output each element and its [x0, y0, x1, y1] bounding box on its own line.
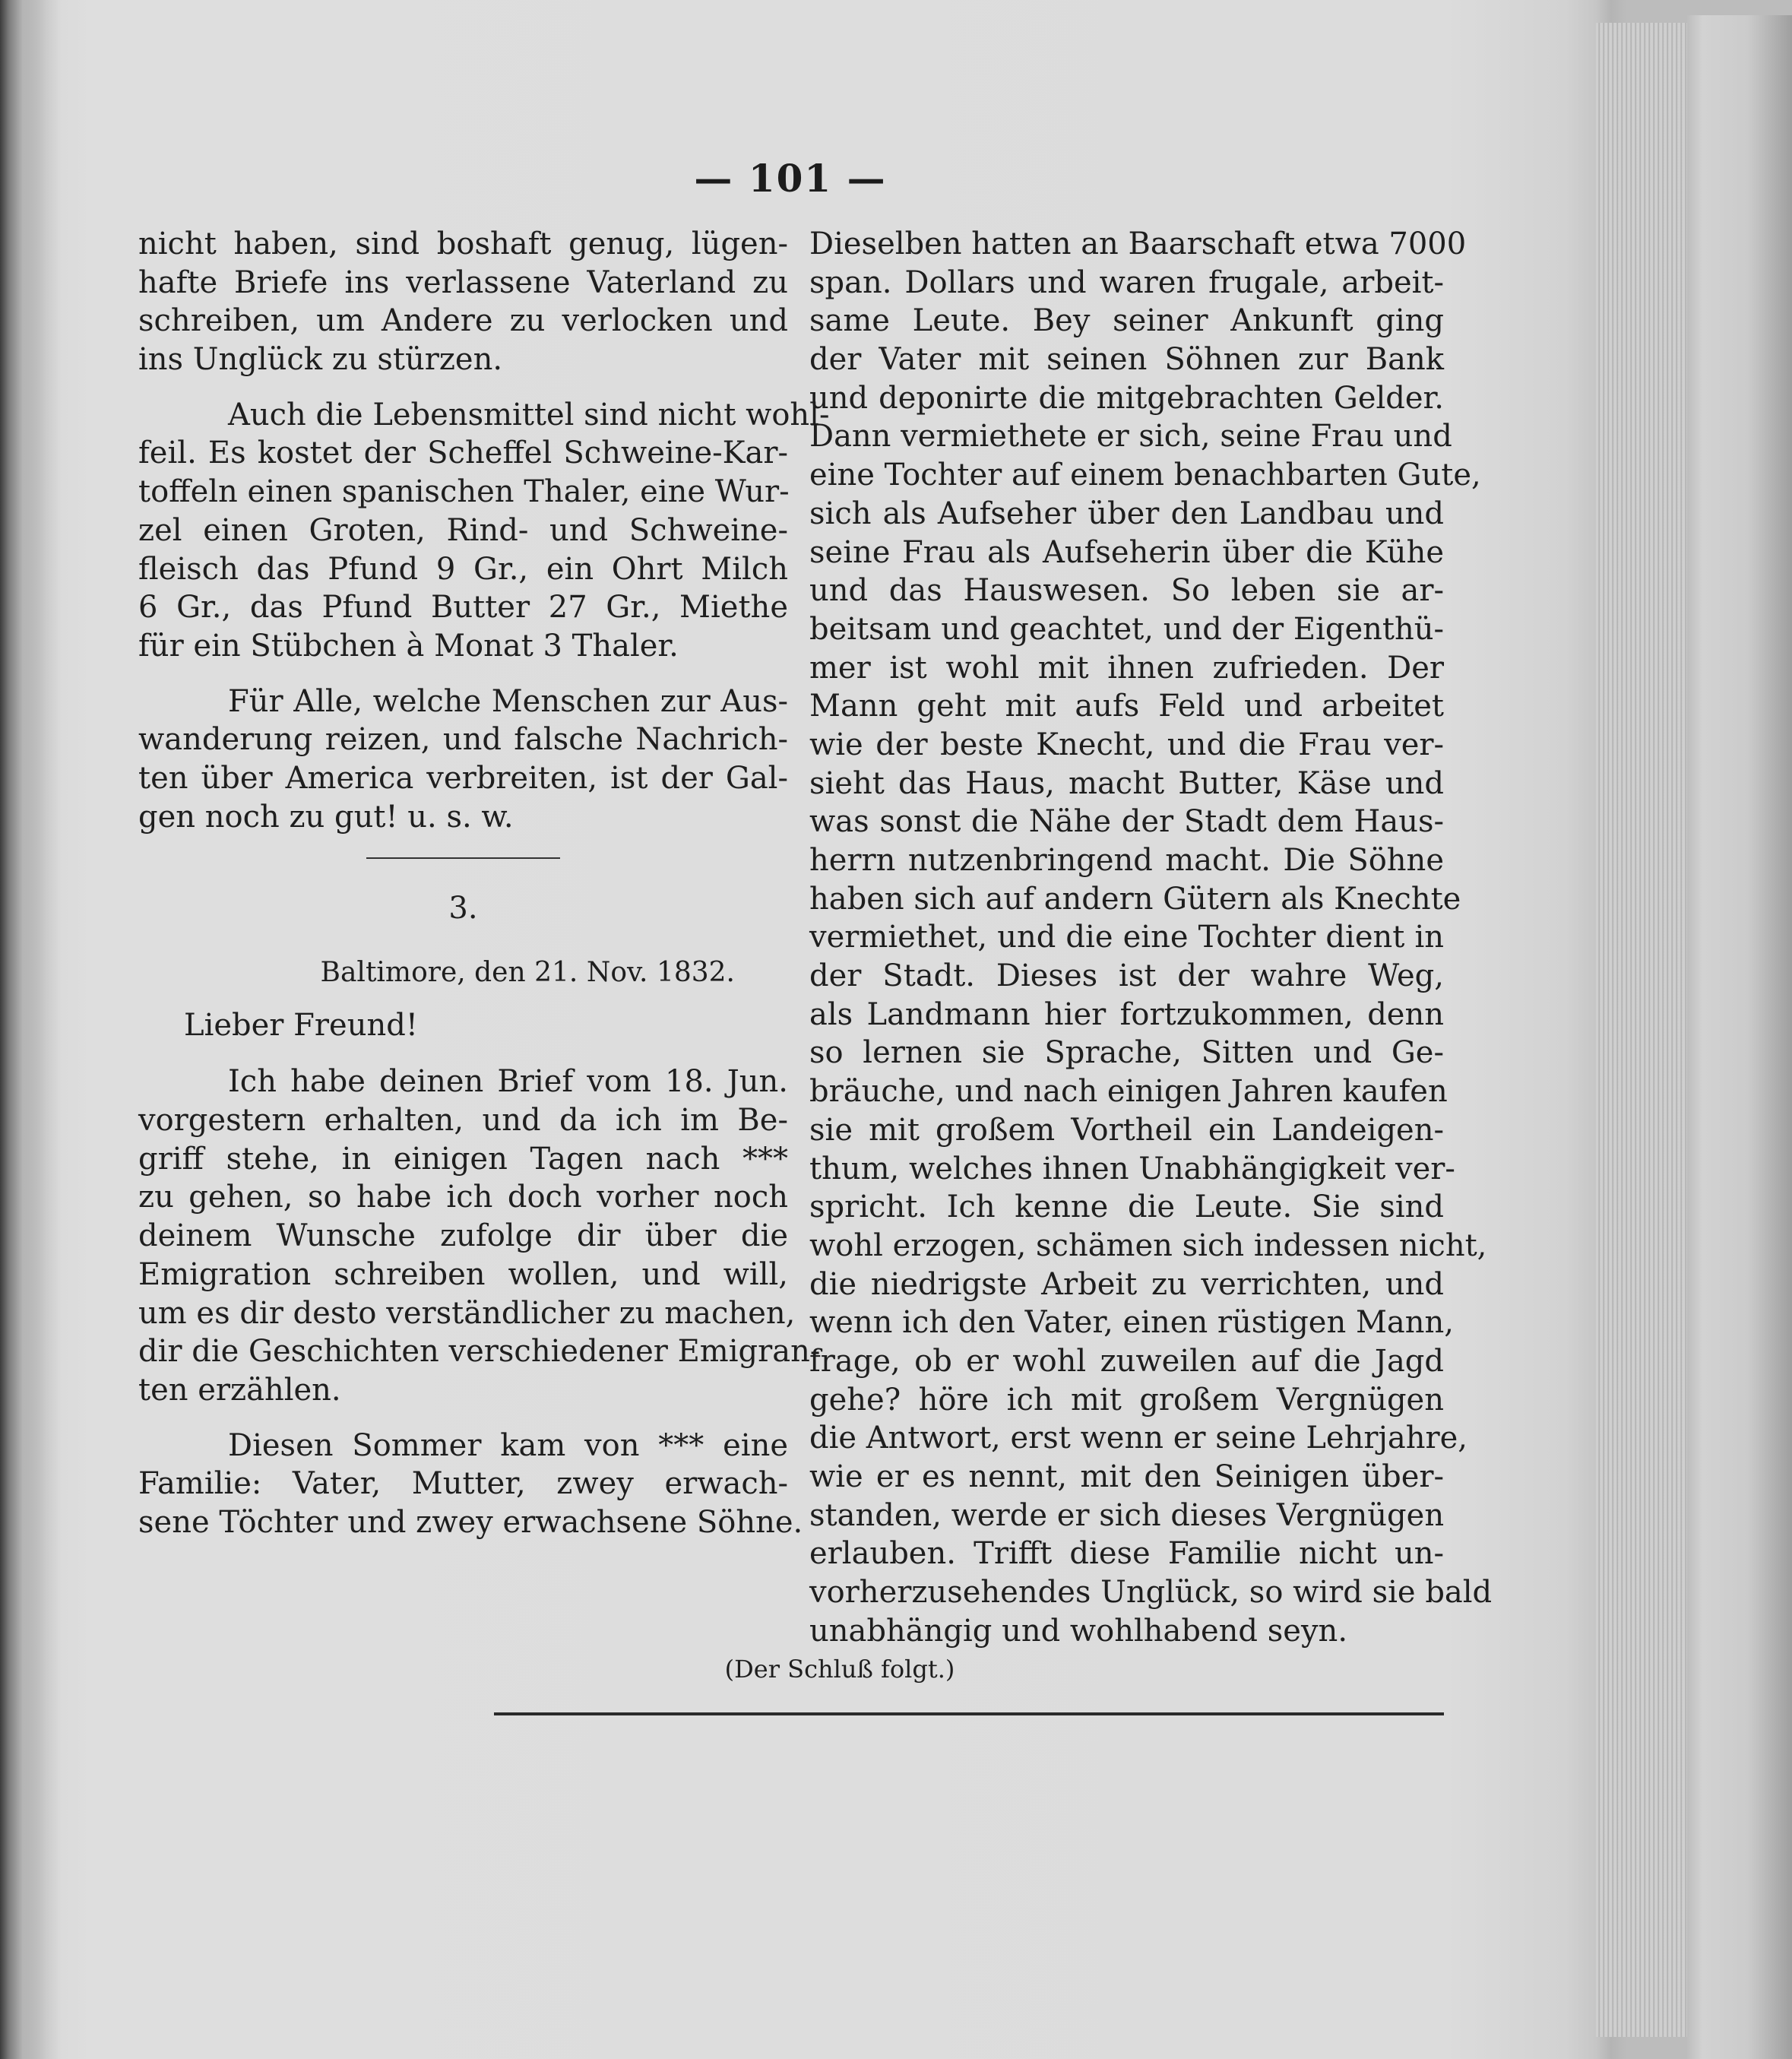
right-column — [809, 225, 1493, 1650]
text-line: dir die Geschichten verschiedener Emigran- — [138, 1334, 821, 1370]
text-line: vorgestern erhalten, und da ich im Be- — [138, 1103, 788, 1139]
text-line: eine Tochter auf einem benachbarten Gute, — [809, 458, 1481, 493]
text-line: Emigration schreiben wollen, und will, — [138, 1256, 788, 1292]
text-line: wanderung reizen, und falsche Nachrich- — [138, 722, 788, 758]
text-line: für ein Stübchen à Monat 3 Thaler. — [138, 628, 679, 664]
text-line: und das Hauswesen. So leben sie ar- — [809, 573, 1444, 609]
text-line: unabhängig und wohlhabend seyn. — [809, 1613, 1348, 1649]
text-line: der Stadt. Dieses ist der wahre Weg, — [809, 958, 1444, 994]
text-line: vorherzusehendes Unglück, so wird sie bald — [809, 1575, 1493, 1611]
text-line: mer ist wohl mit ihnen zufrieden. Der — [809, 650, 1444, 686]
page-number: — 101 — — [694, 156, 887, 201]
text-line: schreiben, um Andere zu verlocken und — [138, 303, 788, 339]
text-line: um es dir desto verständlicher zu machen, — [138, 1295, 796, 1331]
text-line: zel einen Groten, Rind- und Schweine- — [138, 512, 788, 548]
text-line: hafte Briefe ins verlassene Vaterland zu — [138, 265, 788, 300]
page-stack-edge — [1596, 23, 1689, 2037]
text-line: wenn ich den Vater, einen rüstigen Mann, — [809, 1305, 1454, 1341]
text-line: und deponirte die mitgebrachten Gelder. — [809, 380, 1444, 416]
paragraph-3 — [138, 683, 788, 837]
text-line: Mann geht mit aufs Feld und arbeitet — [809, 689, 1444, 724]
text-line: die niedrigste Arbeit zu verrichten, und — [809, 1266, 1444, 1302]
text-line: sene Töchter und zwey erwachsene Söhne. — [138, 1504, 803, 1540]
section-divider — [366, 857, 560, 859]
paragraph-1 — [138, 225, 788, 379]
text-line: deinem Wunsche zufolge dir über die — [138, 1218, 788, 1254]
text-line: vermiethet, und die eine Tochter dient in — [809, 920, 1444, 955]
text-line: Auch die Lebensmittel sind nicht wohl- — [228, 397, 830, 432]
gutter-shadow — [0, 0, 61, 2059]
text-line: beitsam und geachtet, und der Eigenthü- — [809, 611, 1444, 647]
letter-salutation: Lieber Freund! — [184, 1007, 418, 1043]
text-line: der Vater mit seinen Söhnen zur Bank — [809, 342, 1444, 378]
paragraph-5 — [138, 1427, 803, 1542]
text-line: wie er es nennt, mit den Seinigen über- — [809, 1459, 1444, 1494]
text-line: same Leute. Bey seiner Ankunft ging — [809, 303, 1444, 339]
text-line: ten erzählen. — [138, 1372, 341, 1408]
text-line: wie der beste Knecht, und die Frau ver- — [809, 727, 1444, 762]
text-line: ins Unglück zu stürzen. — [138, 342, 503, 378]
text-line: frage, ob er wohl zuweilen auf die Jagd — [809, 1343, 1444, 1379]
text-line: ten über America verbreiten, ist der Gal- — [138, 760, 788, 796]
text-line: wohl erzogen, schämen sich indessen nicht, — [809, 1227, 1487, 1263]
text-line: feil. Es kostet der Scheffel Schweine-Kar- — [138, 436, 788, 471]
text-line: griff stehe, in einigen Tagen nach *** — [138, 1141, 788, 1177]
text-line: so lernen sie Sprache, Sitten und Ge- — [809, 1035, 1444, 1071]
closing-note: (Der Schluß folgt.) — [724, 1655, 955, 1684]
text-line: thum, welches ihnen Unabhängigkeit ver- — [809, 1151, 1455, 1186]
left-column — [138, 225, 830, 1542]
text-line: erlauben. Trifft diese Familie nicht un- — [809, 1536, 1444, 1572]
text-line: seine Frau als Aufseherin über die Kühe — [809, 534, 1444, 570]
text-line: bräuche, und nach einigen Jahren kaufen — [809, 1074, 1448, 1110]
letter-dateline: Baltimore, den 21. Nov. 1832. — [320, 957, 735, 988]
text-line: sich als Aufseher über den Landbau und — [809, 496, 1444, 531]
text-line: Ich habe deinen Brief vom 18. Jun. — [228, 1064, 788, 1100]
text-line: 6 Gr., das Pfund Butter 27 Gr., Miethe — [138, 590, 788, 626]
text-line: sie mit großem Vortheil ein Landeigen- — [809, 1112, 1444, 1148]
section-number: 3. — [448, 891, 478, 927]
text-line: Dann vermiethete er sich, seine Frau und — [809, 419, 1452, 455]
book-cover-edge — [1687, 15, 1792, 2059]
text-line: haben sich auf andern Gütern als Knechte — [809, 881, 1461, 917]
text-line: gehe? höre ich mit großem Vergnügen — [809, 1382, 1444, 1418]
text-line: die Antwort, erst wenn er seine Lehrjahre, — [809, 1421, 1467, 1456]
text-line: sieht das Haus, macht Butter, Käse und — [809, 765, 1444, 801]
text-line: zu gehen, so habe ich doch vorher noch — [138, 1180, 788, 1215]
text-line: herrn nutzenbringend macht. Die Söhne — [809, 843, 1444, 878]
paragraph-2 — [138, 396, 830, 666]
text-line: fleisch das Pfund 9 Gr., ein Ohrt Milch — [138, 551, 788, 587]
text-line: Familie: Vater, Mutter, zwey erwach- — [138, 1466, 788, 1502]
text-line: nicht haben, sind boshaft genug, lügen- — [138, 226, 788, 261]
text-line: toffeln einen spanischen Thaler, eine Wur- — [138, 474, 790, 510]
text-line: span. Dollars und waren frugale, arbeit- — [809, 265, 1444, 300]
text-line: Für Alle, welche Menschen zur Aus- — [228, 683, 788, 719]
text-line: Dieselben hatten an Baarschaft etwa 7000 — [809, 226, 1467, 261]
text-line: standen, werde er sich dieses Vergnügen — [809, 1497, 1445, 1533]
text-line: was sonst die Nähe der Stadt dem Haus- — [809, 804, 1444, 840]
text-line: spricht. Ich kenne die Leute. Sie sind — [809, 1189, 1444, 1225]
text-line: Diesen Sommer kam von *** eine — [228, 1427, 788, 1463]
paragraph-4 — [138, 1063, 821, 1409]
bottom-rule — [494, 1712, 1444, 1715]
text-line: als Landmann hier fortzukommen, denn — [809, 996, 1444, 1032]
text-line: gen noch zu gut! u. s. w. — [138, 799, 514, 835]
